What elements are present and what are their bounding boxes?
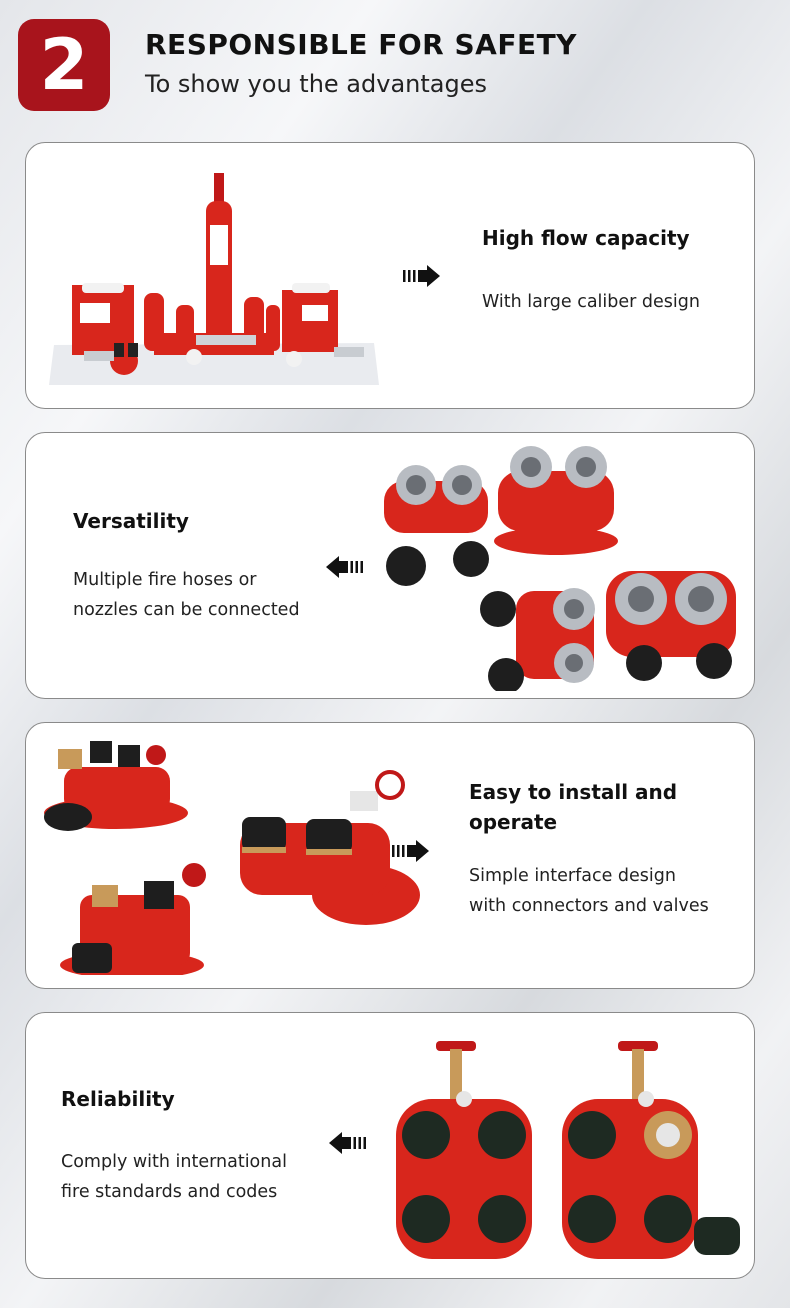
- feature-title: Versatility: [73, 509, 189, 533]
- section-subtitle: To show you the advantages: [145, 70, 487, 98]
- section-title: RESPONSIBLE FOR SAFETY: [145, 28, 577, 61]
- feature-card-reliability: [25, 1012, 755, 1279]
- breeching-inlet-product-image: [44, 735, 420, 975]
- arrow-right-icon: [403, 265, 441, 287]
- feature-card-versatility: [25, 432, 755, 699]
- feature-description-line: Simple interface design: [469, 866, 676, 886]
- arrow-left-icon: [325, 556, 363, 578]
- four-way-inlet-product-image: [386, 1037, 746, 1271]
- arrow-right-icon: [392, 840, 430, 862]
- feature-description-line: with connectors and valves: [469, 896, 709, 916]
- feature-title-line: Easy to install and: [469, 780, 678, 804]
- feature-description-line: fire standards and codes: [61, 1182, 278, 1202]
- arrow-left-icon: [328, 1132, 366, 1154]
- manifold-product-image: [376, 441, 746, 691]
- feature-title: Reliability: [61, 1087, 175, 1111]
- feature-description-line: nozzles can be connected: [73, 600, 300, 620]
- fire-equipment-product-image: [44, 165, 384, 387]
- section-number-badge: 2: [18, 19, 110, 111]
- feature-description-line: Comply with international: [61, 1152, 287, 1172]
- feature-card-high-flow: [25, 142, 755, 409]
- feature-description-line: Multiple fire hoses or: [73, 570, 257, 590]
- feature-title: High flow capacity: [482, 226, 690, 250]
- feature-title-line: operate: [469, 810, 558, 834]
- feature-description: With large caliber design: [482, 292, 700, 312]
- feature-card-easy-install: [25, 722, 755, 989]
